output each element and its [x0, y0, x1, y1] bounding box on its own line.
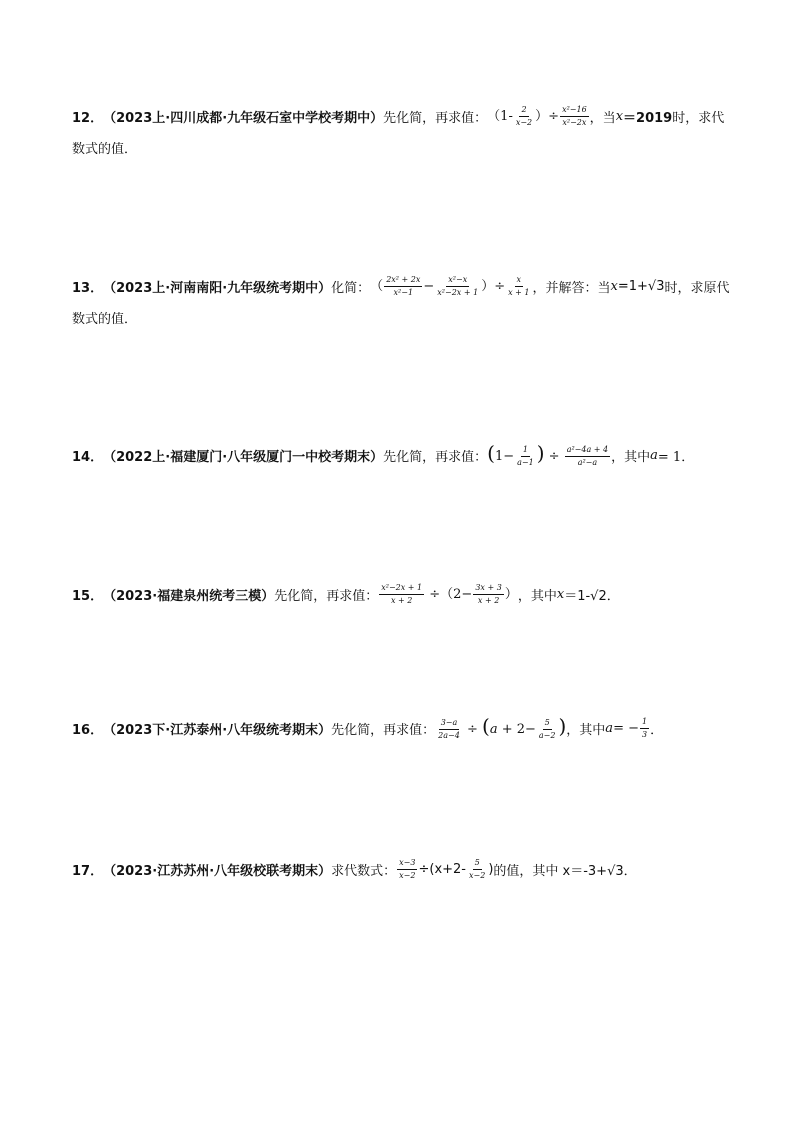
question-number: 15．: [72, 589, 104, 604]
question-13-line2: 数式的值．: [72, 311, 138, 327]
question-15: [72, 576, 732, 613]
question-source: （2022上·福建厦门·八年级厦门一中校考期末）: [103, 450, 384, 465]
math-expression: （ $\frac{\text{2x² + 2x}}{\text{x²−1}}$ − $\frac{\text{x²−x}}{\text{x²−2x + 1}}$ ）÷ $\frac{x}{x + 1}$: [370, 275, 530, 297]
question-17-line1: 17． （2023·江苏苏州·八年级校联考期末） 求代数式： $\frac{x-3}{x-2}$ ÷(x+2- $\frac{5}{x-2}$ ) 的值，其中 x＝-3+√3．: [72, 858, 637, 880]
question-number: 14．: [72, 450, 104, 465]
math-expression: （1- $\frac{2}{x-2}$ ）÷ $\frac{\text{x²−16}}{\text{x²−2x}}$: [487, 105, 587, 127]
question-prompt: 先化简，再求值：: [383, 450, 488, 465]
question-source: （2023上·河南南阳·九年级统考期中）: [103, 281, 332, 296]
question-16-line1: 16． （2023下·江苏泰州·八年级统考期末） 先化简，再求值： $\frac{3-a}{2a-4}$ ÷ (a + 2− $\frac{5}{a-2}$ ) ，其中 a = − $\frac{1}{3}$ ．: [72, 714, 664, 740]
question-12: [72, 98, 732, 159]
question-prompt: 求代数式：: [331, 864, 397, 879]
question-number: 17．: [72, 864, 104, 879]
question-source: （2023·江苏苏州·八年级校联考期末）: [103, 864, 332, 879]
question-source: （2023·福建泉州统考三模）: [103, 589, 275, 604]
question-16: [72, 710, 732, 747]
question-prompt: 先化简，再求值：: [274, 589, 379, 604]
question-prompt: 化简：: [331, 281, 371, 296]
question-source: （2023上·四川成都·九年级石室中学校考期中）: [103, 111, 384, 126]
question-17: [72, 851, 732, 888]
math-expression: (1− $\frac{1}{a-1}$ ) ÷ $\frac{\text{a²−4a + 4}}{\text{a²−a}}$: [487, 441, 609, 467]
condition-fraction: $\frac{1}{3}$: [641, 717, 648, 739]
math-expression: $\frac{3-a}{2a-4}$ ÷ (a + 2− $\frac{5}{a-2}$ ): [438, 714, 567, 740]
question-12-line1: 12． （2023上·四川成都·九年级石室中学校考期中） 先化简，再求值： （1- $\frac{2}{x-2}$ ）÷ $\frac{\text{x²−16}}{\text{x²−2x}}$ ，当 x ＝2019 时，求代: [72, 105, 725, 127]
question-14: [72, 437, 732, 474]
math-expression: $\frac{x-3}{x-2}$ ÷(x+2- $\frac{5}{x-2}$ ): [399, 858, 494, 880]
question-number: 16．: [72, 723, 104, 738]
question-prompt: 先化简，再求值：: [383, 111, 488, 126]
math-expression: $\frac{\text{x²−2x + 1}}{x + 2}$ ÷（2− $\frac{3x + 3}{x + 2}$ ）: [381, 583, 518, 605]
question-13-line1: 13． （2023上·河南南阳·九年级统考期中） 化简： （ $\frac{\text{2x² + 2x}}{\text{x²−1}}$ − $\frac{\text{x²−x}}{\text{x²−2x + 1}}$ ）÷ $\frac{x}{x + 1}$ ，并解答：当 x =1+√3 时，求原代: [72, 275, 730, 297]
question-13: [72, 268, 732, 329]
question-12-line2: 数式的值．: [72, 141, 138, 157]
question-14-line1: 14． （2022上·福建厦门·八年级厦门一中校考期末） 先化简，再求值： (1− $\frac{1}{a-1}$ ) ÷ $\frac{\text{a²−4a + 4}}{\text{a²−a}}$ ，其中 a = 1．: [72, 441, 695, 467]
question-number: 13．: [72, 281, 104, 296]
question-15-line1: 15． （2023·福建泉州统考三模） 先化简，再求值： $\frac{\text{x²−2x + 1}}{x + 2}$ ÷（2− $\frac{3x + 3}{x + 2}$ ） ，其中 x ＝1-√2．: [72, 583, 620, 605]
question-source: （2023下·江苏泰州·八年级统考期末）: [103, 723, 332, 738]
question-prompt: 先化简，再求值：: [331, 723, 436, 738]
question-number: 12．: [72, 111, 104, 126]
